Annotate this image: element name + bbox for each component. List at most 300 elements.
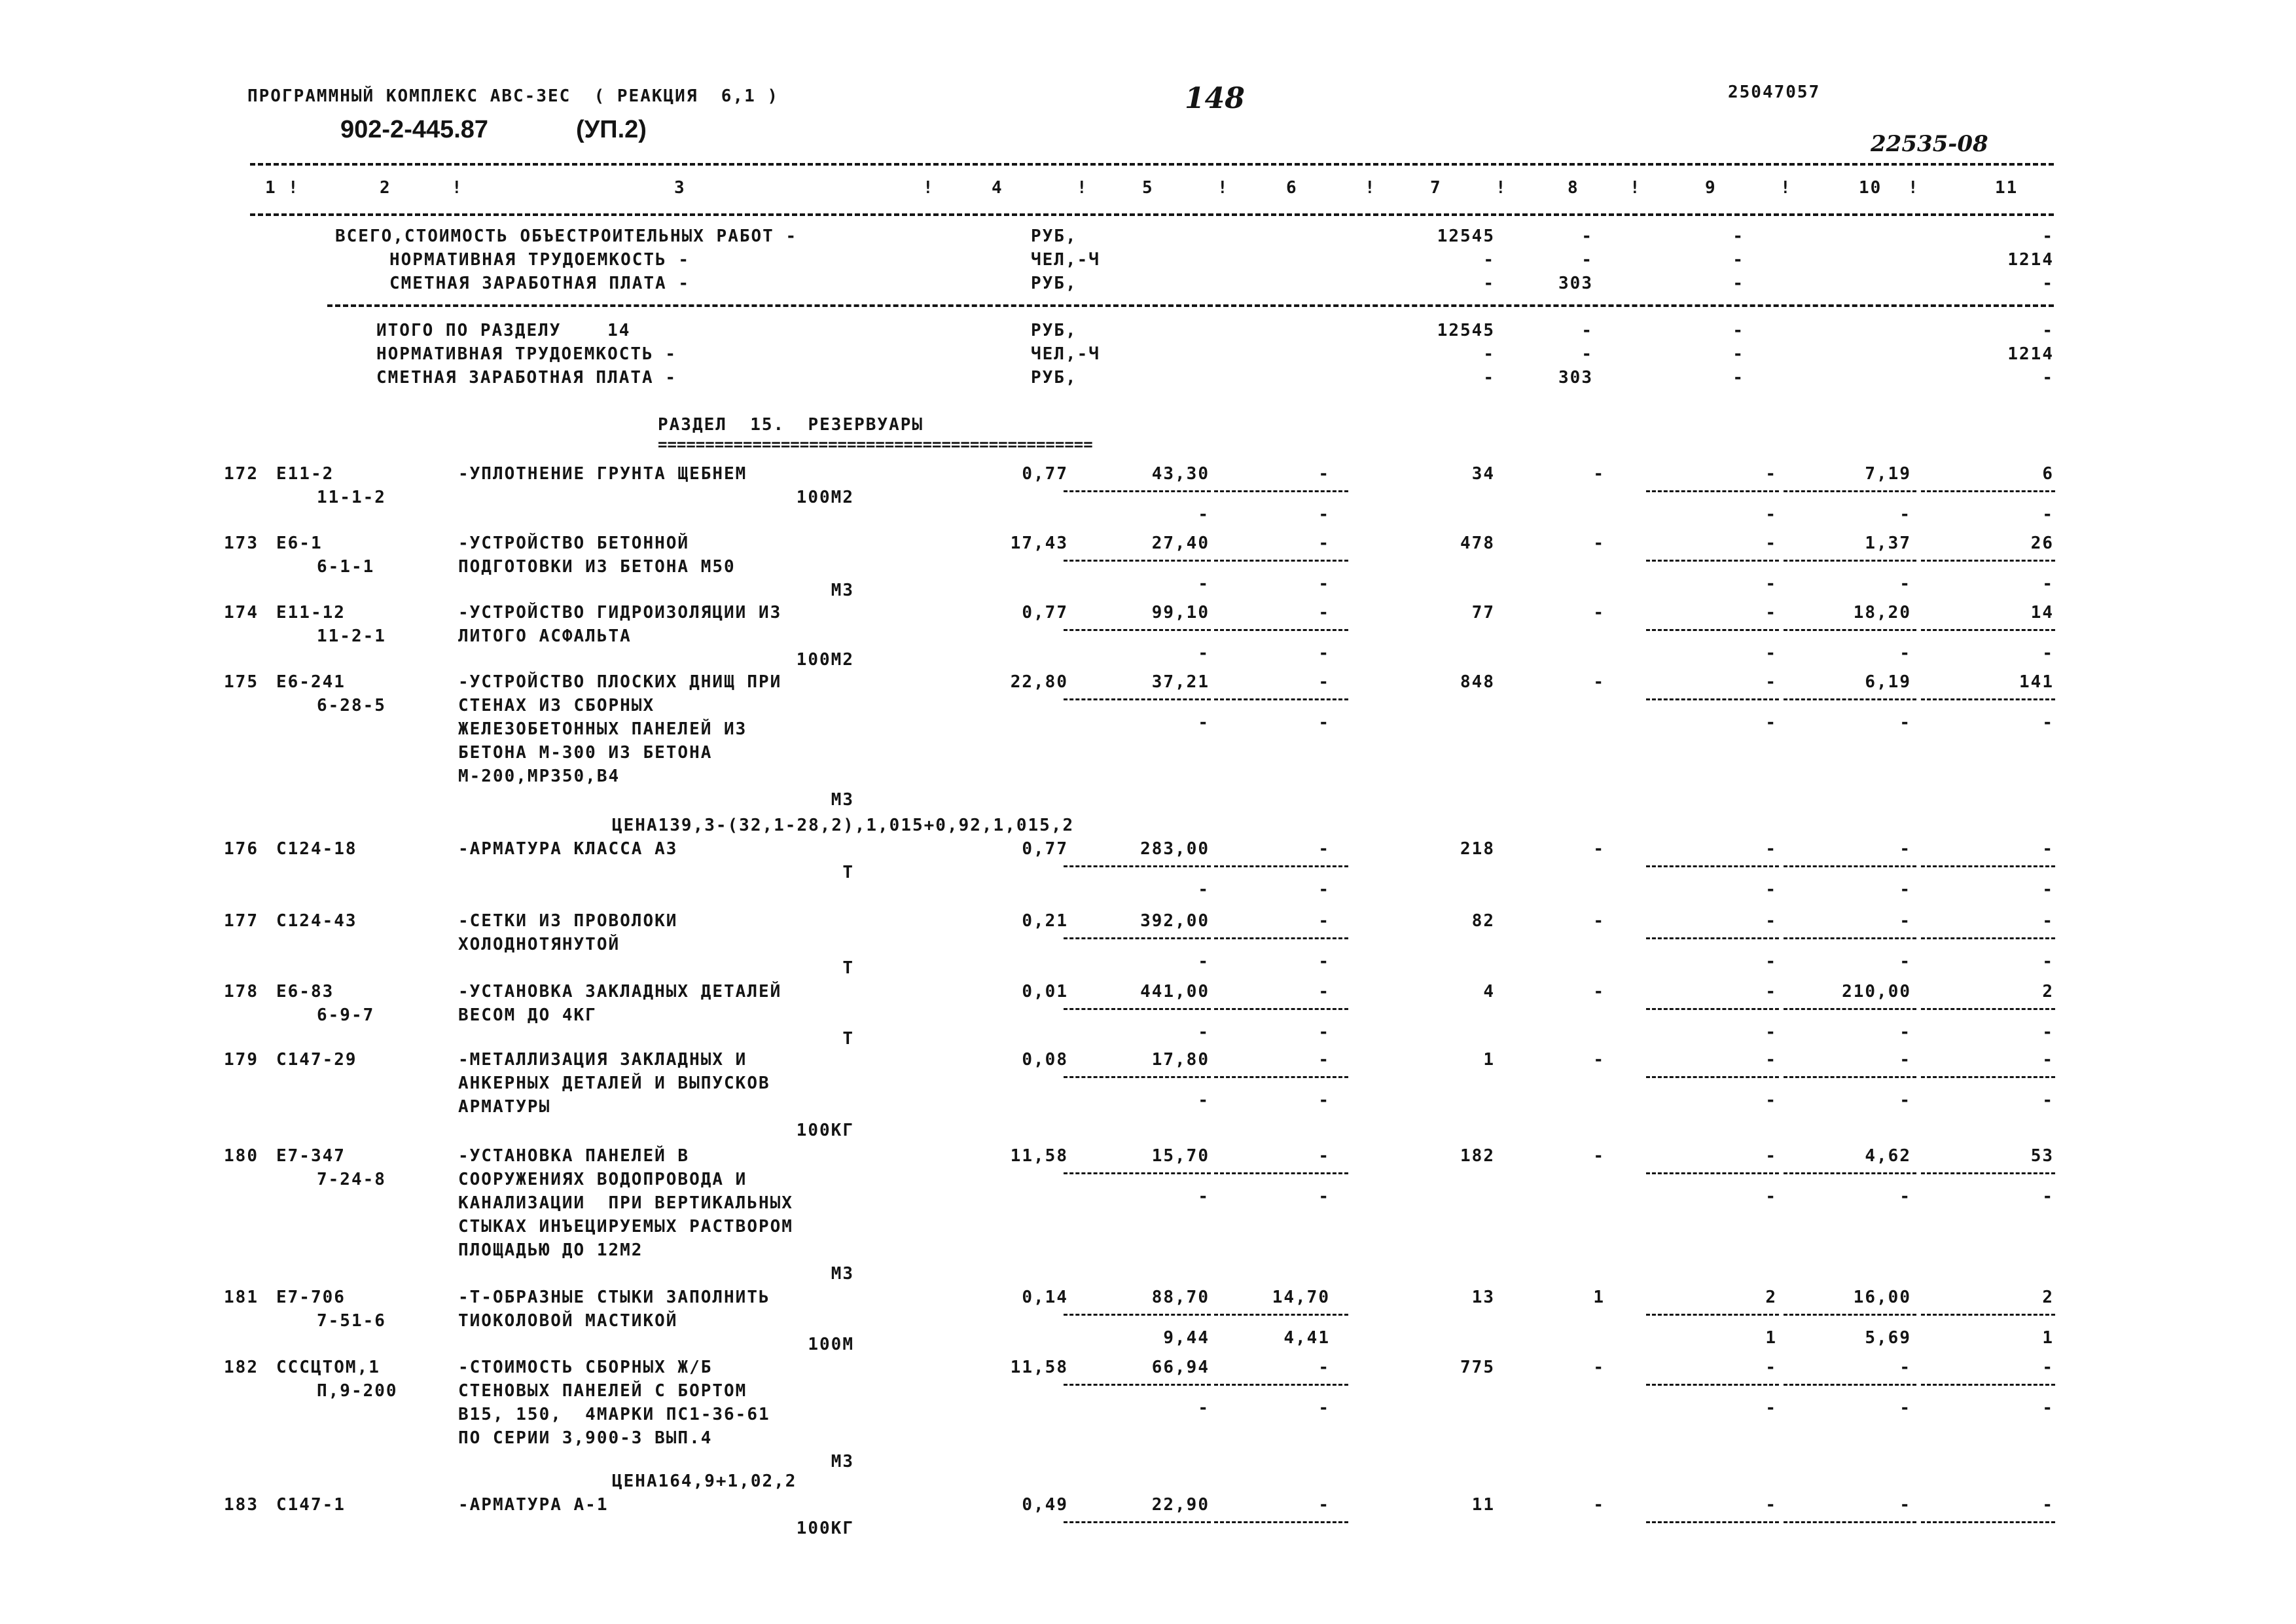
item-quantity: 0,77 <box>1022 839 1068 859</box>
item-reference: 11-1-2 <box>317 488 386 507</box>
item-col10-wage: - <box>1899 574 1911 594</box>
cell-divider <box>1646 1521 1779 1523</box>
item-col10: - <box>1899 1358 1911 1377</box>
item-quantity: 22,80 <box>1010 672 1068 692</box>
item-col11-wage: - <box>2042 1022 2054 1042</box>
item-wage-per-unit: - <box>1198 1022 1210 1042</box>
column-separator: ! <box>1217 178 1229 198</box>
item-quantity: 11,58 <box>1010 1358 1068 1377</box>
item-col11-wage: - <box>2042 1091 2054 1110</box>
item-col8: - <box>1593 1050 1605 1070</box>
item-total-cost: 11 <box>1471 1495 1495 1515</box>
item-unit-machine-cost: - <box>1318 464 1330 484</box>
item-col10-wage: 5,69 <box>1865 1328 1911 1348</box>
item-col10-wage: - <box>1899 1187 1911 1206</box>
total-col9: - <box>1732 321 1744 340</box>
cell-divider <box>1921 1314 2055 1316</box>
item-unit-cost: 283,00 <box>1140 839 1210 859</box>
item-quantity: 0,21 <box>1022 911 1068 931</box>
item-col11: 2 <box>2042 982 2054 1001</box>
item-number: 181 <box>224 1288 259 1307</box>
item-unit: 100М2 <box>796 488 854 507</box>
item-unit: М3 <box>831 790 854 810</box>
item-wage-per-unit: - <box>1198 1398 1210 1418</box>
cell-divider <box>1646 1384 1779 1386</box>
item-unit-machine-cost: - <box>1318 672 1330 692</box>
item-col9: - <box>1765 464 1777 484</box>
total-col11: - <box>2042 226 2054 246</box>
item-machine-wage: - <box>1318 1091 1330 1110</box>
cell-divider <box>1646 629 1779 631</box>
item-col9-wage: - <box>1765 880 1777 899</box>
total-label: СМЕТНАЯ ЗАРАБОТНАЯ ПЛАТА - <box>376 368 677 388</box>
item-description-line: М-200,МРЗ50,В4 <box>458 767 620 786</box>
cell-divider <box>1064 1384 1211 1386</box>
item-description-line: -УПЛОТНЕНИЕ ГРУНТА ЩЕБНЕМ <box>458 464 747 484</box>
item-number: 175 <box>224 672 259 692</box>
cell-divider <box>1784 1384 1916 1386</box>
item-col11-wage: - <box>2042 505 2054 524</box>
item-machine-wage: - <box>1318 505 1330 524</box>
item-description-line: ЖЕЛЕЗОБЕТОННЫХ ПАНЕЛЕЙ ИЗ <box>458 719 747 739</box>
column-number-11: 11 <box>1995 178 2018 198</box>
total-unit: ЧЕЛ,-Ч <box>1031 250 1100 270</box>
column-number-9: 9 <box>1705 178 1717 198</box>
item-unit-machine-cost: - <box>1318 911 1330 931</box>
item-total-cost: 1 <box>1483 1050 1495 1070</box>
item-col10-wage: - <box>1899 1091 1911 1110</box>
column-separator: ! <box>288 178 300 198</box>
item-machine-wage: - <box>1318 574 1330 594</box>
item-col11: - <box>2042 1050 2054 1070</box>
item-col9-wage: - <box>1765 574 1777 594</box>
item-reference: П,9-200 <box>317 1381 398 1401</box>
cell-divider <box>1064 1172 1211 1174</box>
total-col9: - <box>1732 226 1744 246</box>
item-unit-machine-cost: - <box>1318 603 1330 623</box>
cell-divider <box>1921 490 2055 492</box>
program-title: ПРОГРАММНЫЙ КОМПЛЕКС АВС-ЗЕС ( РЕАКЦИЯ 6,1 ) <box>247 86 780 106</box>
item-description-line: -УСТРОЙСТВО ПЛОСКИХ ДНИЩ ПРИ <box>458 672 782 692</box>
cell-divider <box>1214 1008 1348 1010</box>
item-description-line: ЛИТОГО АСФАЛЬТА <box>458 626 632 646</box>
item-total-cost: 34 <box>1471 464 1495 484</box>
cell-divider <box>1921 629 2055 631</box>
column-number-6: 6 <box>1286 178 1298 198</box>
item-unit-cost: 15,70 <box>1151 1146 1210 1166</box>
item-col10: 210,00 <box>1842 982 1911 1001</box>
cell-divider <box>1064 1008 1211 1010</box>
item-quantity: 0,77 <box>1022 603 1068 623</box>
item-description-line: -УСТРОЙСТВО БЕТОННОЙ <box>458 533 690 553</box>
item-description-line: ПЛОЩАДЬЮ ДО 12М2 <box>458 1240 643 1260</box>
item-number: 174 <box>224 603 259 623</box>
item-col9: 2 <box>1765 1288 1777 1307</box>
cell-divider <box>1064 1076 1211 1078</box>
item-description-line: -АРМАТУРА А-1 <box>458 1495 609 1515</box>
item-unit-cost: 37,21 <box>1151 672 1210 692</box>
item-reference: 7-51-6 <box>317 1311 386 1331</box>
item-unit: М3 <box>831 1452 854 1471</box>
item-number: 180 <box>224 1146 259 1166</box>
item-number: 182 <box>224 1358 259 1377</box>
item-total-cost: 77 <box>1471 603 1495 623</box>
item-col10: 18,20 <box>1853 603 1911 623</box>
cell-divider <box>1784 1314 1916 1316</box>
item-col11: - <box>2042 839 2054 859</box>
cell-divider <box>1646 1008 1779 1010</box>
item-description-line: ПО СЕРИИ 3,900-3 ВЫП.4 <box>458 1428 713 1448</box>
item-code: С147-29 <box>276 1050 357 1070</box>
item-col9: - <box>1765 533 1777 553</box>
item-unit-machine-cost: - <box>1318 839 1330 859</box>
item-total-cost: 82 <box>1471 911 1495 931</box>
total-col9: - <box>1732 344 1744 364</box>
item-machine-wage: - <box>1318 1022 1330 1042</box>
item-col8: - <box>1593 1495 1605 1515</box>
cell-divider <box>1646 1314 1779 1316</box>
item-total-cost: 775 <box>1460 1358 1495 1377</box>
item-col10-wage: - <box>1899 643 1911 663</box>
item-col9-wage: - <box>1765 1022 1777 1042</box>
item-col9-wage: 1 <box>1765 1328 1777 1348</box>
cell-divider <box>1214 698 1348 700</box>
item-machine-wage: - <box>1318 880 1330 899</box>
total-col11: - <box>2042 321 2054 340</box>
item-col9: - <box>1765 911 1777 931</box>
item-col9: - <box>1765 839 1777 859</box>
column-number-4: 4 <box>992 178 1003 198</box>
item-col10: - <box>1899 1495 1911 1515</box>
item-col8: - <box>1593 1146 1605 1166</box>
item-unit: 100М <box>808 1335 854 1354</box>
total-col8: - <box>1581 344 1593 364</box>
item-total-cost: 218 <box>1460 839 1495 859</box>
total-col7: 12545 <box>1437 321 1495 340</box>
item-col9-wage: - <box>1765 1398 1777 1418</box>
item-col11-wage: 1 <box>2042 1328 2054 1348</box>
item-code: С124-43 <box>276 911 357 931</box>
item-description-line: СООРУЖЕНИЯХ ВОДОПРОВОДА И <box>458 1170 747 1189</box>
cell-divider <box>1064 865 1211 867</box>
item-machine-wage: - <box>1318 643 1330 663</box>
item-unit-machine-cost: - <box>1318 1146 1330 1166</box>
item-col11-wage: - <box>2042 574 2054 594</box>
column-number-5: 5 <box>1142 178 1154 198</box>
cell-divider <box>1921 1384 2055 1386</box>
item-wage-per-unit: - <box>1198 574 1210 594</box>
item-code: Е6-241 <box>276 672 346 692</box>
item-description-line: АНКЕРНЫХ ДЕТАЛЕЙ И ВЫПУСКОВ <box>458 1074 770 1093</box>
item-unit-cost: 99,10 <box>1151 603 1210 623</box>
item-col11: - <box>2042 1495 2054 1515</box>
item-col9: - <box>1765 1050 1777 1070</box>
item-reference: 6-1-1 <box>317 557 375 577</box>
total-col11: 1214 <box>2007 250 2054 270</box>
cell-divider <box>1646 865 1779 867</box>
total-col7: - <box>1483 368 1495 388</box>
cell-divider <box>1784 1172 1916 1174</box>
item-quantity: 11,58 <box>1010 1146 1068 1166</box>
cell-divider <box>1921 560 2055 562</box>
project-number: 902-2-445.87 <box>340 116 489 143</box>
item-col8: - <box>1593 464 1605 484</box>
column-separator: ! <box>1496 178 1507 198</box>
total-unit: РУБ, <box>1031 274 1077 293</box>
document-code: 25047057 <box>1728 82 1821 102</box>
item-col9-wage: - <box>1765 643 1777 663</box>
item-description-line: -УСТАНОВКА ПАНЕЛЕЙ В <box>458 1146 690 1166</box>
cell-divider <box>1214 490 1348 492</box>
item-col10: 7,19 <box>1865 464 1911 484</box>
section-underline: ============================================== <box>658 435 1093 454</box>
item-col10-wage: - <box>1899 1398 1911 1418</box>
item-col11: 6 <box>2042 464 2054 484</box>
item-col10: 4,62 <box>1865 1146 1911 1166</box>
item-col8: 1 <box>1593 1288 1605 1307</box>
item-quantity: 17,43 <box>1010 533 1068 553</box>
item-description-line: АРМАТУРЫ <box>458 1097 551 1117</box>
album-label: (УП.2) <box>576 116 647 143</box>
total-unit: ЧЕЛ,-Ч <box>1031 344 1100 364</box>
total-unit: РУБ, <box>1031 368 1077 388</box>
item-unit: 100КГ <box>796 1519 854 1538</box>
item-col11-wage: - <box>2042 643 2054 663</box>
item-unit-machine-cost: - <box>1318 1495 1330 1515</box>
item-col10-wage: - <box>1899 952 1911 971</box>
item-col11: 14 <box>2030 603 2054 623</box>
total-col8: - <box>1581 250 1593 270</box>
total-col11: 1214 <box>2007 344 2054 364</box>
column-separator: ! <box>1365 178 1376 198</box>
item-col10-wage: - <box>1899 1022 1911 1042</box>
item-code: С124-18 <box>276 839 357 859</box>
total-label: ВСЕГО,СТОИМОСТЬ ОБЪЕСТРОИТЕЛЬНЫХ РАБОТ - <box>335 226 798 246</box>
item-number: 178 <box>224 982 259 1001</box>
item-code: Е7-706 <box>276 1288 346 1307</box>
item-col10: - <box>1899 911 1911 931</box>
item-number: 172 <box>224 464 259 484</box>
cell-divider <box>1064 698 1211 700</box>
item-col8: - <box>1593 1358 1605 1377</box>
item-description-line: ПОДГОТОВКИ ИЗ БЕТОНА М50 <box>458 557 736 577</box>
item-description-line: ХОЛОДНОТЯНУТОЙ <box>458 935 620 954</box>
cell-divider <box>1921 698 2055 700</box>
item-col9-wage: - <box>1765 505 1777 524</box>
item-unit: М3 <box>831 581 854 600</box>
item-col9-wage: - <box>1765 1091 1777 1110</box>
item-col9: - <box>1765 603 1777 623</box>
column-number-2: 2 <box>380 178 391 198</box>
item-col10: 1,37 <box>1865 533 1911 553</box>
cell-divider <box>1064 629 1211 631</box>
total-col11: - <box>2042 368 2054 388</box>
item-description-line: -АРМАТУРА КЛАССА А3 <box>458 839 678 859</box>
total-col8: - <box>1581 226 1593 246</box>
item-col11-wage: - <box>2042 1187 2054 1206</box>
item-col11-wage: - <box>2042 952 2054 971</box>
item-col11-wage: - <box>2042 713 2054 732</box>
item-reference: 6-9-7 <box>317 1005 375 1025</box>
total-col9: - <box>1732 250 1744 270</box>
item-description-line: -СЕТКИ ИЗ ПРОВОЛОКИ <box>458 911 678 931</box>
item-total-cost: 182 <box>1460 1146 1495 1166</box>
item-description-line: -УСТРОЙСТВО ГИДРОИЗОЛЯЦИИ ИЗ <box>458 603 782 623</box>
cell-divider <box>1214 865 1348 867</box>
item-col11-wage: - <box>2042 880 2054 899</box>
item-wage-per-unit: - <box>1198 1091 1210 1110</box>
item-description-line: -УСТАНОВКА ЗАКЛАДНЫХ ДЕТАЛЕЙ <box>458 982 782 1001</box>
item-machine-wage: - <box>1318 1187 1330 1206</box>
cell-divider <box>1921 937 2055 939</box>
item-code: СССЦТОМ,1 <box>276 1358 380 1377</box>
item-code: С147-1 <box>276 1495 346 1515</box>
item-number: 176 <box>224 839 259 859</box>
item-col8: - <box>1593 533 1605 553</box>
item-col10: 16,00 <box>1853 1288 1911 1307</box>
cell-divider <box>1646 560 1779 562</box>
item-reference: 6-28-5 <box>317 696 386 715</box>
total-unit: РУБ, <box>1031 226 1077 246</box>
cell-divider <box>1214 1384 1348 1386</box>
total-col8: 303 <box>1558 368 1593 388</box>
item-unit-cost: 392,00 <box>1140 911 1210 931</box>
cell-divider <box>1646 490 1779 492</box>
cell-divider <box>1646 1172 1779 1174</box>
cell-divider <box>1784 937 1916 939</box>
item-description-line: СТЫКАХ ИНЪЕЦИРУЕМЫХ РАСТВОРОМ <box>458 1217 793 1236</box>
item-col9: - <box>1765 982 1777 1001</box>
item-quantity: 0,08 <box>1022 1050 1068 1070</box>
cell-divider <box>1784 1076 1916 1078</box>
cell-divider <box>1064 1314 1211 1316</box>
item-unit-cost: 66,94 <box>1151 1358 1210 1377</box>
item-machine-wage: - <box>1318 1398 1330 1418</box>
total-label: СМЕТНАЯ ЗАРАБОТНАЯ ПЛАТА - <box>389 274 690 293</box>
item-unit-machine-cost: - <box>1318 533 1330 553</box>
item-col9: - <box>1765 672 1777 692</box>
column-number-3: 3 <box>674 178 686 198</box>
cell-divider <box>1064 560 1211 562</box>
cell-divider <box>1921 1172 2055 1174</box>
item-wage-per-unit: - <box>1198 505 1210 524</box>
item-quantity: 0,49 <box>1022 1495 1068 1515</box>
item-col11: - <box>2042 1358 2054 1377</box>
total-unit: РУБ, <box>1031 321 1077 340</box>
item-col11: 141 <box>2019 672 2054 692</box>
item-col8: - <box>1593 982 1605 1001</box>
item-col8: - <box>1593 911 1605 931</box>
column-separator: ! <box>452 178 463 198</box>
total-col9: - <box>1732 274 1744 293</box>
header-rule-bottom <box>250 213 2054 216</box>
item-number: 173 <box>224 533 259 553</box>
item-unit: Т <box>842 1029 854 1049</box>
item-col10-wage: - <box>1899 713 1911 732</box>
item-col10: - <box>1899 1050 1911 1070</box>
item-description-line: В15, 150, 4МАРКИ ПС1-36-61 <box>458 1405 770 1424</box>
item-number: 177 <box>224 911 259 931</box>
item-col10: - <box>1899 839 1911 859</box>
total-col8: - <box>1581 321 1593 340</box>
cell-divider <box>1921 1008 2055 1010</box>
item-unit: Т <box>842 863 854 882</box>
item-wage-per-unit: - <box>1198 643 1210 663</box>
item-col9: - <box>1765 1495 1777 1515</box>
header-rule-top <box>250 163 2054 166</box>
cell-divider <box>1921 865 2055 867</box>
item-unit: Т <box>842 958 854 978</box>
total-label: ИТОГО ПО РАЗДЕЛУ 14 <box>376 321 631 340</box>
item-wage-per-unit: - <box>1198 1187 1210 1206</box>
item-machine-wage: - <box>1318 713 1330 732</box>
cell-divider <box>1214 1172 1348 1174</box>
total-label: НОРМАТИВНАЯ ТРУДОЕМКОСТЬ - <box>376 344 677 364</box>
item-number: 179 <box>224 1050 259 1070</box>
cell-divider <box>1646 1076 1779 1078</box>
item-description-line: БЕТОНА М-300 ИЗ БЕТОНА <box>458 743 713 763</box>
item-unit-machine-cost: 14,70 <box>1272 1288 1330 1307</box>
column-separator: ! <box>1908 178 1920 198</box>
item-quantity: 0,77 <box>1022 464 1068 484</box>
item-number: 183 <box>224 1495 259 1515</box>
item-unit-cost: 88,70 <box>1151 1288 1210 1307</box>
item-reference: 11-2-1 <box>317 626 386 646</box>
item-wage-per-unit: 9,44 <box>1163 1328 1210 1348</box>
cell-divider <box>1214 1521 1348 1523</box>
total-col7: 12545 <box>1437 226 1495 246</box>
cell-divider <box>1646 937 1779 939</box>
item-reference: 7-24-8 <box>317 1170 386 1189</box>
item-machine-wage: - <box>1318 952 1330 971</box>
item-col11: - <box>2042 911 2054 931</box>
item-code: Е6-1 <box>276 533 323 553</box>
totals-separator <box>327 304 2054 307</box>
cell-divider <box>1784 560 1916 562</box>
item-unit: М3 <box>831 1264 854 1284</box>
item-unit-cost: 17,80 <box>1151 1050 1210 1070</box>
cell-divider <box>1214 1314 1348 1316</box>
cell-divider <box>1214 937 1348 939</box>
item-col10-wage: - <box>1899 880 1911 899</box>
item-unit: 100М2 <box>796 650 854 670</box>
item-col8: - <box>1593 603 1605 623</box>
item-unit-machine-cost: - <box>1318 982 1330 1001</box>
cell-divider <box>1214 629 1348 631</box>
column-number-7: 7 <box>1430 178 1442 198</box>
item-total-cost: 13 <box>1471 1288 1495 1307</box>
cell-divider <box>1646 698 1779 700</box>
item-machine-wage: 4,41 <box>1283 1328 1330 1348</box>
total-col8: 303 <box>1558 274 1593 293</box>
item-wage-per-unit: - <box>1198 713 1210 732</box>
item-description-line: -Т-ОБРАЗНЫЕ СТЫКИ ЗАПОЛНИТЬ <box>458 1288 770 1307</box>
item-description-line: СТЕНОВЫХ ПАНЕЛЕЙ С БОРТОМ <box>458 1381 747 1401</box>
cell-divider <box>1784 490 1916 492</box>
item-col9: - <box>1765 1146 1777 1166</box>
item-total-cost: 478 <box>1460 533 1495 553</box>
total-col7: - <box>1483 344 1495 364</box>
cell-divider <box>1784 629 1916 631</box>
item-unit-cost: 22,90 <box>1151 1495 1210 1515</box>
item-unit-machine-cost: - <box>1318 1050 1330 1070</box>
item-total-cost: 848 <box>1460 672 1495 692</box>
column-number-8: 8 <box>1568 178 1579 198</box>
item-wage-per-unit: - <box>1198 952 1210 971</box>
item-col10-wage: - <box>1899 505 1911 524</box>
item-code: Е7-347 <box>276 1146 346 1166</box>
item-quantity: 0,14 <box>1022 1288 1068 1307</box>
